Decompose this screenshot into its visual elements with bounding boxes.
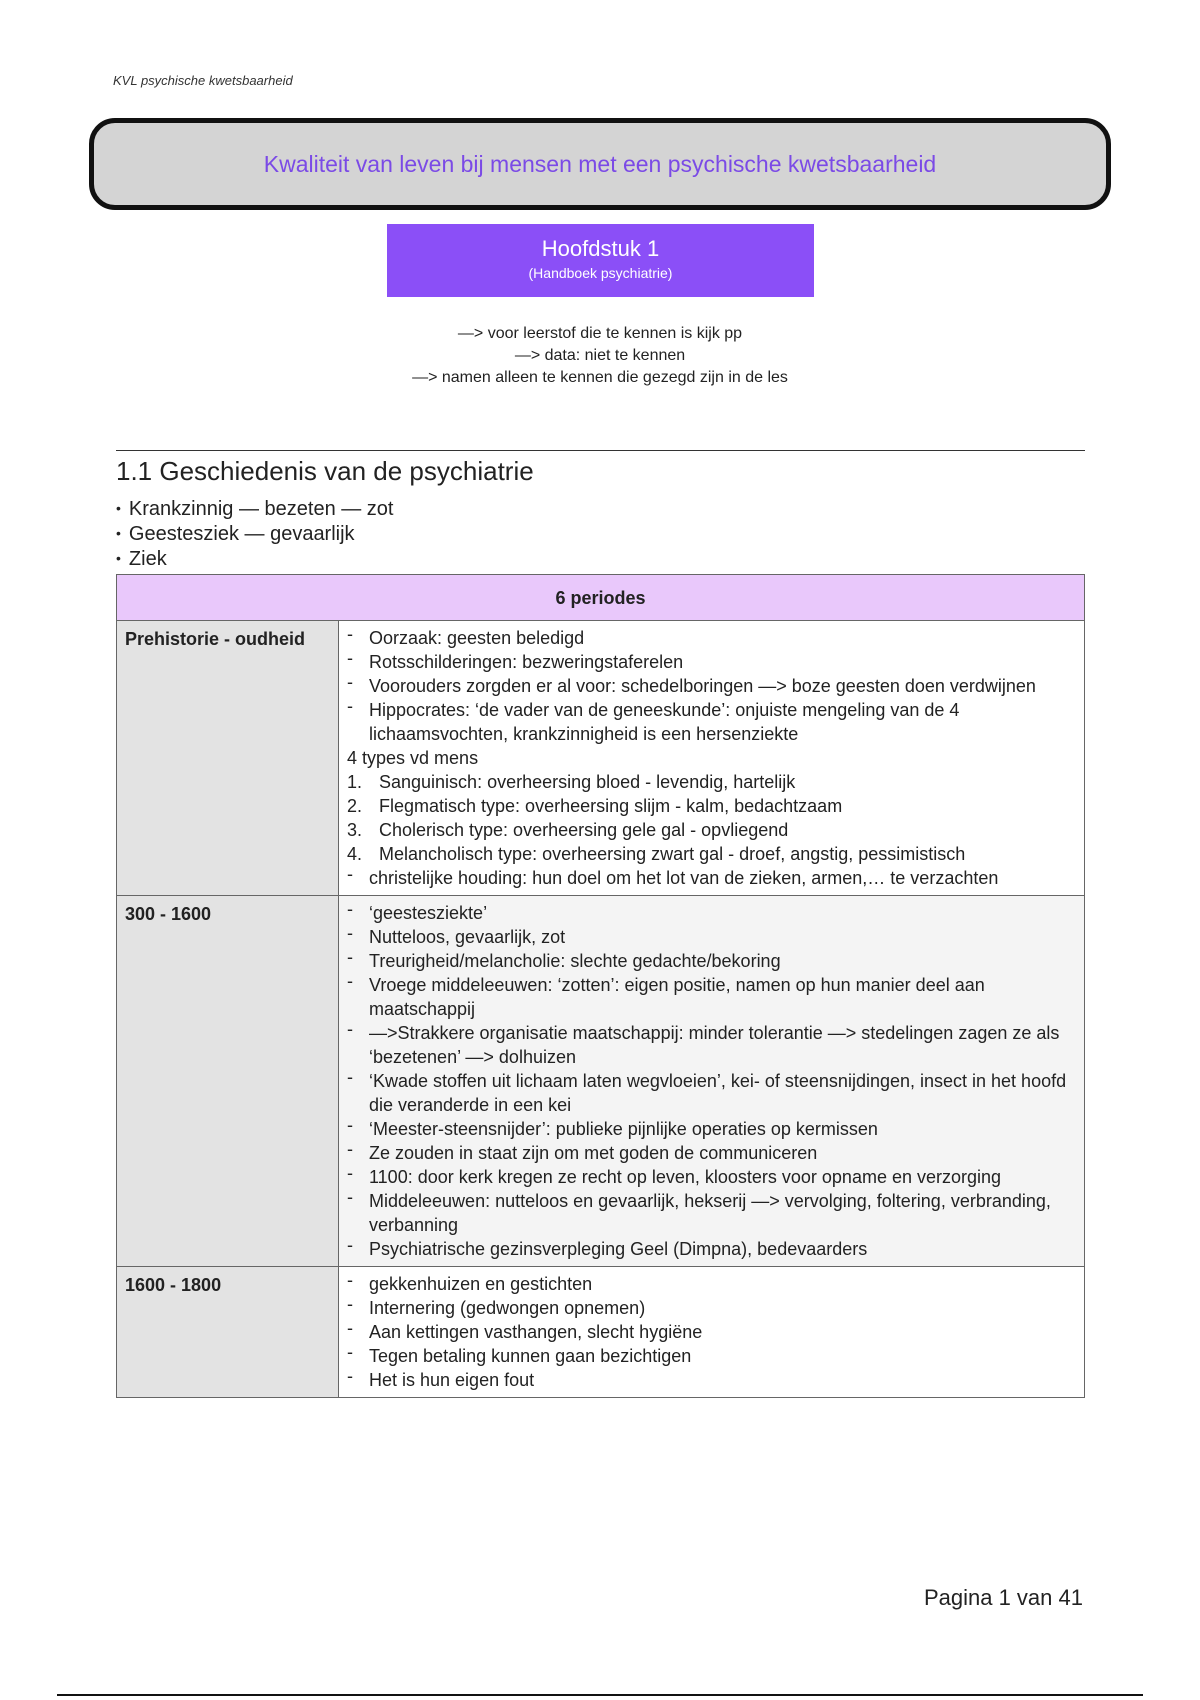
table-row bbox=[117, 621, 1085, 896]
item-text: Middeleeuwen: nutteloos en gevaarlijk, hekserij —> vervolging, foltering, verbranding, verbanning bbox=[369, 1191, 1051, 1235]
item-text: christelijke houding: hun doel om het lot van de zieken, armen,… te verzachten bbox=[369, 868, 999, 888]
list-item bbox=[347, 842, 1076, 866]
list-item bbox=[347, 1237, 1076, 1261]
dash-marker: - bbox=[347, 1019, 353, 1039]
period-cell: 300 - 1600 bbox=[117, 896, 339, 1267]
period-cell: Prehistorie - oudheid bbox=[117, 621, 339, 896]
period-content-cell bbox=[339, 621, 1085, 896]
section-bullet-list bbox=[116, 497, 394, 572]
item-text: Cholerisch type: overheersing gele gal - opvliegend bbox=[379, 820, 789, 840]
item-text: Psychiatrische gezinsverpleging Geel (Dimpna), bedevaarders bbox=[369, 1239, 868, 1259]
item-text: Rotsschilderingen: bezweringstaferelen bbox=[369, 652, 684, 672]
chapter-banner bbox=[387, 224, 814, 297]
list-item bbox=[347, 1272, 1076, 1296]
list-item: • Krankzinnig — bezeten — zot bbox=[116, 497, 394, 522]
table-row bbox=[117, 896, 1085, 1267]
running-header: KVL psychische kwetsbaarheid bbox=[113, 73, 293, 88]
period-content-cell bbox=[339, 1267, 1085, 1398]
list-item bbox=[347, 1320, 1076, 1344]
table-row bbox=[117, 1267, 1085, 1398]
item-text: 1100: door kerk kregen ze recht op leven, kloosters voor opname en verzorging bbox=[369, 1167, 1002, 1187]
item-text: Treurigheid/melancholie: slechte gedachte/bekoring bbox=[369, 951, 781, 971]
table-header: 6 periodes bbox=[117, 575, 1085, 621]
item-text: ‘Meester-steensnijder’: publieke pijnlijke operaties op kermissen bbox=[369, 1119, 878, 1139]
dash-marker: - bbox=[347, 1318, 353, 1338]
dash-marker: - bbox=[347, 1115, 353, 1135]
table-header-row bbox=[117, 575, 1085, 621]
list-item: • Geestesziek — gevaarlijk bbox=[116, 522, 394, 547]
list-item bbox=[347, 925, 1076, 949]
number-marker: 1. bbox=[347, 772, 363, 792]
number-marker: 2. bbox=[347, 796, 363, 816]
list-item bbox=[347, 1021, 1076, 1069]
dash-marker: - bbox=[347, 1366, 353, 1386]
study-note: —> voor leerstof die te kennen is kijk pp bbox=[457, 325, 743, 342]
number-marker: 4. bbox=[347, 844, 363, 864]
list-item bbox=[347, 794, 1076, 818]
list-item: • Ziek bbox=[116, 547, 394, 572]
item-text: 4 types vd mens bbox=[347, 748, 479, 768]
item-text: Ze zouden in staat zijn om met goden de communiceren bbox=[369, 1143, 818, 1163]
dash-marker: - bbox=[347, 648, 353, 668]
list-item bbox=[347, 866, 1076, 890]
item-text: Sanguinisch: overheersing bloed - levendig, hartelijk bbox=[379, 772, 796, 792]
dash-marker: - bbox=[347, 864, 353, 884]
list-item bbox=[347, 818, 1076, 842]
list-item bbox=[347, 949, 1076, 973]
chapter-subtitle: (Handboek psychiatrie) bbox=[528, 265, 673, 281]
dash-marker: - bbox=[347, 1187, 353, 1207]
dash-marker: - bbox=[347, 947, 353, 967]
study-note: —> data: niet te kennen bbox=[514, 347, 686, 364]
item-text: Melancholisch type: overheersing zwart gal - droef, angstig, pessimistisch bbox=[379, 844, 966, 864]
periods-table-body bbox=[117, 621, 1085, 1398]
list-item bbox=[347, 1368, 1076, 1392]
list-item bbox=[347, 650, 1076, 674]
section-title: 1.1 Geschiedenis van de psychiatrie bbox=[116, 456, 534, 486]
dash-marker: - bbox=[347, 1235, 353, 1255]
list-item bbox=[347, 746, 1076, 770]
item-text: Voorouders zorgden er al voor: schedelboringen —> boze geesten doen verdwijnen bbox=[369, 676, 1036, 696]
dash-marker: - bbox=[347, 672, 353, 692]
number-marker: 3. bbox=[347, 820, 363, 840]
item-text: ‘geestesziekte’ bbox=[369, 903, 488, 923]
list-item bbox=[347, 901, 1076, 925]
dash-marker: - bbox=[347, 1067, 353, 1087]
period-content-cell bbox=[339, 896, 1085, 1267]
dash-marker: - bbox=[347, 1342, 353, 1362]
list-item bbox=[347, 1117, 1076, 1141]
study-note: —> namen alleen te kennen die gezegd zijn in de les bbox=[412, 369, 788, 386]
study-notes bbox=[300, 323, 900, 389]
item-text: ‘Kwade stoffen uit lichaam laten wegvloeien’, kei- of steensnijdingen, insect in het hoofd die veranderde in een kei bbox=[369, 1071, 1067, 1115]
list-item bbox=[347, 1141, 1076, 1165]
list-item bbox=[347, 973, 1076, 1021]
document-title: Kwaliteit van leven bij mensen met een psychische kwetsbaarheid bbox=[263, 150, 937, 177]
item-text: Flegmatisch type: overheersing slijm - kalm, bedachtzaam bbox=[379, 796, 843, 816]
section-divider bbox=[116, 450, 1085, 451]
page-number: Pagina 1 van 41 bbox=[923, 1585, 1083, 1610]
list-item bbox=[347, 1069, 1076, 1117]
list-item bbox=[347, 1344, 1076, 1368]
item-text: —>Strakkere organisatie maatschappij: minder tolerantie —> stedelingen zagen ze als ‘bezetenen’ —> dolhuizen bbox=[369, 1023, 1060, 1067]
periods-table bbox=[116, 574, 1085, 1398]
item-text: Internering (gedwongen opnemen) bbox=[369, 1298, 646, 1318]
list-item bbox=[347, 770, 1076, 794]
period-cell: 1600 - 1800 bbox=[117, 1267, 339, 1398]
list-item bbox=[347, 674, 1076, 698]
dash-marker: - bbox=[347, 1270, 353, 1290]
item-text: Oorzaak: geesten beledigd bbox=[369, 628, 585, 648]
dash-marker: - bbox=[347, 624, 353, 644]
dash-marker: - bbox=[347, 696, 353, 716]
dash-marker: - bbox=[347, 923, 353, 943]
list-item bbox=[347, 1189, 1076, 1237]
item-text: Nutteloos, gevaarlijk, zot bbox=[369, 927, 566, 947]
item-text: Het is hun eigen fout bbox=[369, 1370, 535, 1390]
item-text: Vroege middeleeuwen: ‘zotten’: eigen positie, namen op hun manier deel aan maatschappij bbox=[369, 975, 985, 1019]
list-item bbox=[347, 1296, 1076, 1320]
list-item bbox=[347, 698, 1076, 746]
item-text: Tegen betaling kunnen gaan bezichtigen bbox=[369, 1346, 692, 1366]
dash-marker: - bbox=[347, 899, 353, 919]
page-bottom-rule bbox=[57, 1694, 1143, 1696]
chapter-title: Hoofdstuk 1 bbox=[541, 236, 660, 261]
list-item bbox=[347, 626, 1076, 650]
document-title-box bbox=[89, 118, 1111, 210]
dash-marker: - bbox=[347, 1139, 353, 1159]
list-item bbox=[347, 1165, 1076, 1189]
dash-marker: - bbox=[347, 1163, 353, 1183]
item-text: Aan kettingen vasthangen, slecht hygiëne bbox=[369, 1322, 703, 1342]
item-text: Hippocrates: ‘de vader van de geneeskunde’: onjuiste mengeling van de 4 lichaamsvochten, krankzinnigheid is een hersenziekte bbox=[369, 700, 960, 744]
dash-marker: - bbox=[347, 1294, 353, 1314]
dash-marker: - bbox=[347, 971, 353, 991]
item-text: gekkenhuizen en gestichten bbox=[369, 1274, 593, 1294]
